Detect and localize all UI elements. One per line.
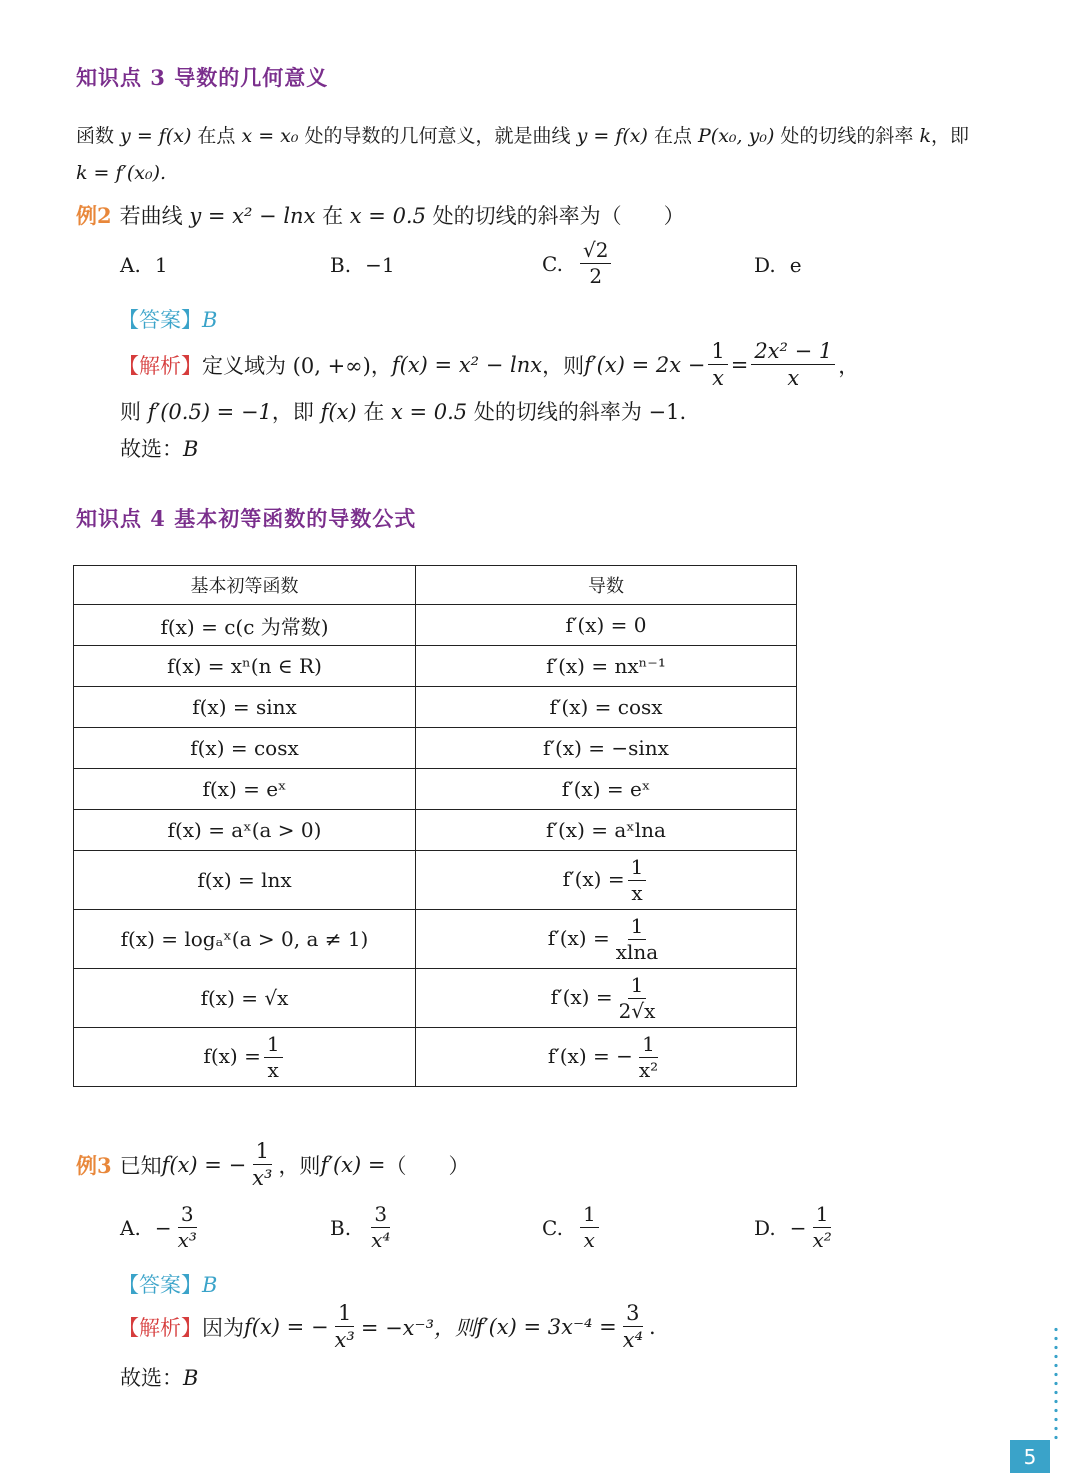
ex3-label: 例3: [76, 1152, 112, 1178]
numerator: 1: [628, 975, 647, 999]
table-cell-func: f(x) = c(c 为常数): [74, 605, 416, 646]
denominator: x: [787, 366, 800, 391]
denominator: x³: [252, 1166, 273, 1191]
denominator: x⁴: [371, 1228, 391, 1252]
ex2-option-b[interactable]: [330, 253, 395, 277]
ex2-label: 例2: [76, 203, 112, 228]
text: 在: [356, 400, 391, 424]
math: B: [183, 1366, 199, 1390]
fraction: [332, 1302, 358, 1351]
table-row: [74, 646, 797, 687]
ex2-option-a[interactable]: [120, 253, 168, 277]
ex3-option-d[interactable]: [754, 1204, 838, 1251]
math: B: [183, 437, 199, 461]
table-cell-func: f(x) = lnx: [74, 851, 416, 910]
text: 已知: [119, 1153, 162, 1178]
math: y = f(x): [576, 125, 648, 147]
math: f′(x) =: [320, 1152, 386, 1177]
math: f′(x) = 2x −: [584, 352, 706, 377]
text: ，即: [930, 125, 969, 147]
denominator: x: [712, 366, 724, 391]
math: f(x) =: [203, 1043, 261, 1068]
table-row: [74, 851, 797, 910]
fraction: [628, 854, 647, 905]
table-row: [74, 769, 797, 810]
math: f(x): [320, 400, 357, 424]
math: k = f′(x₀).: [76, 162, 167, 184]
ex2-conclusion: [120, 433, 198, 463]
answer-value: B: [202, 308, 218, 332]
text: 处的切线的斜率: [774, 125, 920, 147]
text: ，: [838, 353, 860, 378]
table-cell-deriv: f′(x) = cosx: [416, 687, 797, 728]
option-sign: −: [789, 1215, 807, 1240]
table-row: [74, 910, 797, 969]
fraction: [620, 1302, 646, 1351]
math: x = 0.5: [390, 400, 468, 424]
option-letter: B.: [330, 1215, 352, 1240]
numerator: 1: [639, 1034, 658, 1058]
equals: =: [730, 352, 749, 377]
text: ，即: [271, 400, 321, 424]
ex3-option-c[interactable]: [542, 1204, 602, 1251]
option-sign: −: [154, 1215, 172, 1240]
text: 故选：: [120, 1366, 183, 1390]
table-row: [74, 687, 797, 728]
table-cell-func: f(x) = sinx: [74, 687, 416, 728]
numerator: 1: [580, 1204, 599, 1228]
denominator: 2√x: [618, 998, 656, 1023]
option-fraction: [580, 240, 611, 287]
fraction: [751, 340, 835, 389]
text: 定义域为 (0, +∞)，: [202, 353, 392, 378]
denominator: x²: [638, 1057, 659, 1082]
math: k: [919, 125, 931, 147]
table-row: [74, 1028, 797, 1087]
ex2-answer: [118, 304, 217, 334]
math: f′(x) =: [562, 866, 625, 891]
numerator: 2x² − 1: [751, 340, 835, 365]
text: 函数: [76, 125, 121, 147]
table-cell-func: f(x) = cosx: [74, 728, 416, 769]
text: 处的导数的几何意义，就是曲线: [298, 125, 577, 147]
text: 处的切线的斜率为 −1.: [467, 400, 687, 424]
ex2-analysis-line1: [118, 340, 859, 389]
math: P(x₀, y₀): [698, 125, 775, 147]
option-letter: B.: [330, 253, 352, 277]
ex3-option-a[interactable]: [120, 1204, 203, 1251]
answer-label: 【答案】: [118, 1273, 202, 1297]
table-cell-func: f(x) = xⁿ(n ∈ R): [74, 646, 416, 687]
table-cell-deriv: f′(x) = −sinx: [416, 728, 797, 769]
math: x = 0.5: [349, 204, 426, 228]
numerator: √2: [580, 240, 611, 264]
table-header-func: 基本初等函数: [74, 566, 416, 605]
numerator: 1: [264, 1034, 283, 1058]
numerator: 1: [628, 857, 647, 881]
math: f′(0.5) = −1: [147, 400, 272, 424]
fraction: [613, 913, 661, 964]
denominator: 2: [589, 264, 603, 288]
text: 故选：: [120, 437, 183, 461]
analysis-label: 【解析】: [118, 1315, 202, 1340]
math: = −x⁻³，则: [360, 1315, 477, 1340]
option-letter: D.: [754, 253, 776, 277]
ex2-question: [76, 200, 685, 230]
numerator: 3: [178, 1204, 197, 1228]
denominator: x²: [812, 1228, 832, 1252]
table-cell-func: f(x) = logₐˣ(a > 0, a ≠ 1): [74, 910, 416, 969]
math: f(x) = −: [161, 1152, 247, 1177]
table-cell-func: [74, 1028, 416, 1087]
text: .: [649, 1314, 656, 1339]
table-cell-deriv: f′(x) = nxⁿ⁻¹: [416, 646, 797, 687]
table-cell-func: f(x) = aˣ(a > 0): [74, 810, 416, 851]
table-cell-deriv: [416, 851, 797, 910]
table-row: [74, 605, 797, 646]
math: f′(x) =: [550, 984, 613, 1009]
text: 在点: [191, 125, 242, 147]
kp4-title: 知识点 4 基本初等函数的导数公式: [76, 506, 417, 531]
text: 处的切线的斜率为（ ）: [425, 204, 685, 228]
text: （ ）: [385, 1153, 470, 1178]
denominator: x: [631, 880, 643, 905]
fraction: [636, 1031, 661, 1082]
option-letter: C.: [542, 1215, 563, 1240]
text: 若曲线: [119, 204, 190, 228]
table-cell-func: f(x) = eˣ: [74, 769, 416, 810]
table-cell-deriv: [416, 969, 797, 1028]
text: ，则: [542, 353, 585, 378]
kp3-definition-line1: [76, 118, 969, 154]
answer-label: 【答案】: [118, 308, 202, 332]
analysis-label: 【解析】: [118, 353, 202, 378]
option-fraction: [580, 1204, 599, 1251]
text: 在点: [647, 125, 698, 147]
text: 因为: [202, 1315, 244, 1340]
table-cell-deriv: f′(x) = aˣlna: [416, 810, 797, 851]
table-cell-deriv: [416, 910, 797, 969]
option-fraction: [175, 1204, 200, 1251]
answer-value: B: [202, 1273, 218, 1297]
option-value: e: [789, 253, 802, 277]
derivative-table: [73, 565, 797, 1087]
ex3-analysis: [118, 1302, 656, 1351]
fraction: [264, 1031, 283, 1082]
numerator: 1: [253, 1140, 272, 1165]
math: f(x) = x² − lnx: [391, 352, 543, 377]
option-value: −1: [365, 253, 395, 277]
table-row: [74, 728, 797, 769]
option-letter: A.: [120, 253, 141, 277]
math: y = f(x): [120, 125, 192, 147]
text: 在: [315, 204, 350, 228]
table-cell-deriv: f′(x) = 0: [416, 605, 797, 646]
numerator: 1: [335, 1302, 354, 1327]
option-letter: A.: [120, 1215, 141, 1240]
kp3-title: 知识点 3 导数的几何意义: [76, 65, 329, 90]
kp3-definition-line2: [76, 155, 166, 191]
denominator: x³: [334, 1328, 355, 1353]
decorative-dots: [1054, 1325, 1058, 1443]
option-letter: D.: [754, 1215, 776, 1240]
math: f′(x) = −: [547, 1043, 633, 1068]
page-number: 5: [1010, 1440, 1050, 1473]
ex3-option-b[interactable]: [330, 1204, 396, 1251]
table-header-deriv: 导数: [416, 566, 797, 605]
denominator: x³: [177, 1228, 197, 1252]
ex2-option-d[interactable]: [754, 253, 802, 277]
option-fraction: [809, 1204, 834, 1251]
option-fraction: [368, 1204, 393, 1251]
table-row: [74, 969, 797, 1028]
math: f′(x) =: [547, 925, 610, 950]
fraction: [708, 340, 727, 389]
fraction: [249, 1140, 275, 1189]
denominator: xlna: [615, 939, 659, 964]
ex2-option-c[interactable]: [542, 240, 614, 287]
table-cell-deriv: f′(x) = eˣ: [416, 769, 797, 810]
numerator: 3: [623, 1302, 642, 1327]
table-cell-deriv: [416, 1028, 797, 1087]
numerator: 1: [628, 916, 647, 940]
math: y = x² − lnx: [189, 204, 316, 228]
table-cell-func: f(x) = √x: [74, 969, 416, 1028]
numerator: 1: [813, 1204, 832, 1228]
math: f′(x) = 3x⁻⁴ =: [476, 1314, 617, 1339]
ex2-analysis-line2: [120, 396, 686, 426]
option-value: 1: [154, 253, 168, 277]
ex3-answer: [118, 1269, 217, 1299]
denominator: x: [583, 1228, 595, 1252]
text: 则: [120, 400, 148, 424]
numerator: 3: [371, 1204, 390, 1228]
denominator: x: [267, 1057, 279, 1082]
math: x = x₀: [241, 125, 299, 147]
option-letter: C.: [542, 251, 563, 276]
fraction: [616, 972, 659, 1023]
table-header-row: [74, 566, 797, 605]
table-row: [74, 810, 797, 851]
denominator: x⁴: [622, 1328, 643, 1353]
math: f(x) = −: [244, 1314, 329, 1339]
text: ，则: [278, 1153, 321, 1178]
ex3-conclusion: [120, 1362, 198, 1392]
ex3-question: [76, 1140, 469, 1189]
numerator: 1: [708, 340, 727, 365]
